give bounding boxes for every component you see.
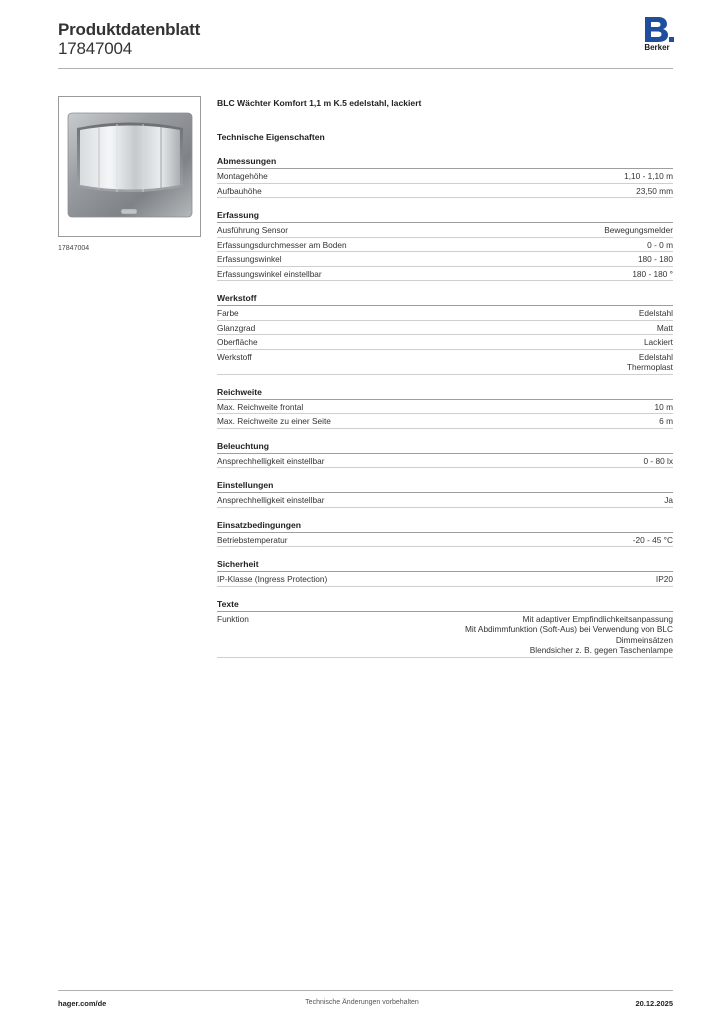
spec-row [217, 612, 673, 658]
spec-value [255, 323, 673, 334]
spec-value-line: 23,50 mm [636, 185, 673, 196]
spec-value-line: Ja [664, 495, 673, 505]
spec-row [217, 306, 673, 321]
spec-section [217, 519, 673, 548]
spec-value-line: 10 m [654, 401, 673, 412]
spec-value-line: 6 m [659, 416, 673, 426]
spec-value [324, 495, 673, 506]
article-number: 17847004 [58, 39, 133, 58]
spec-label: Oberfläche [217, 337, 258, 347]
spec-value [252, 352, 673, 373]
spec-value [324, 456, 673, 467]
spec-value [268, 171, 673, 182]
section-title: Sicherheit [217, 558, 673, 572]
spec-row [217, 252, 673, 267]
spec-label: Erfassungsdurchmesser am Boden [217, 239, 347, 250]
footer-notice: Technische Änderungen vorbehalten [305, 999, 419, 1006]
spec-value-line: 180 - 180 ° [632, 268, 673, 279]
spec-label: Montagehöhe [217, 171, 268, 181]
spec-row [217, 184, 673, 199]
spec-row [217, 533, 673, 548]
spec-row [217, 238, 673, 253]
spec-value-line: Mit Abdimmfunktion (Soft-Aus) bei Verwendung von BLC [465, 624, 673, 634]
spec-label: Glanzgrad [217, 322, 256, 333]
spec-value-line: 180 - 180 [637, 254, 673, 264]
section-title: Reichweite [217, 386, 673, 400]
spec-value [303, 402, 673, 413]
spec-section [217, 598, 673, 658]
spec-value-line: Thermoplast [626, 362, 673, 372]
image-caption: 17847004 [58, 245, 90, 252]
footer-date: 20.12.2025 [635, 999, 673, 1008]
spec-row [217, 335, 673, 350]
technical-properties-heading: Technische Eigenschaften [217, 132, 325, 142]
specification-panel [217, 96, 673, 658]
spec-value-line: 0 - 0 m [647, 239, 673, 250]
spec-value-line: IP20 [655, 574, 673, 584]
section-title: Texte [217, 598, 673, 612]
spec-value-line: Edelstahl [638, 351, 673, 362]
spec-section [217, 155, 673, 198]
spec-label: Max. Reichweite zu einer Seite [217, 416, 331, 426]
spec-value-line: -20 - 45 °C [632, 534, 673, 545]
spec-value [249, 614, 673, 656]
spec-label: Erfassungswinkel [217, 254, 282, 264]
spec-value-line: Mit adaptiver Empfindlichkeitsanpassung [522, 613, 673, 624]
section-title: Beleuchtung [217, 440, 673, 454]
spec-value [322, 269, 673, 280]
berker-logo-mark [640, 16, 674, 43]
spec-row [217, 350, 673, 375]
spec-row [217, 267, 673, 282]
spec-label: Aufbauhöhe [217, 185, 262, 196]
spec-label: Max. Reichweite frontal [217, 401, 304, 412]
motion-detector-image [59, 97, 200, 236]
spec-section [217, 292, 673, 375]
spec-row [217, 169, 673, 184]
spec-label: Erfassungswinkel einstellbar [217, 268, 322, 279]
spec-label: Ausführung Sensor [217, 225, 289, 235]
header-divider [58, 68, 673, 69]
spec-value-line: 0 - 80 lx [643, 455, 673, 466]
spec-value-line: Matt [656, 322, 673, 333]
spec-value [282, 254, 673, 265]
spec-value [288, 535, 673, 546]
spec-label: Ansprechhelligkeit einstellbar [217, 495, 325, 505]
spec-value [347, 240, 673, 251]
spec-label: Farbe [217, 308, 239, 318]
berker-logo [640, 16, 674, 54]
spec-section [217, 440, 673, 469]
spec-row [217, 223, 673, 238]
spec-label: Funktion [217, 613, 249, 624]
section-title: Werkstoff [217, 292, 673, 306]
spec-label: IP-Klasse (Ingress Protection) [217, 574, 328, 584]
section-title: Erfassung [217, 209, 673, 223]
spec-value-line: Dimmeinsätzen [615, 634, 673, 645]
spec-value-line: Blendsicher z. B. gegen Taschenlampe [529, 645, 673, 655]
spec-sections [217, 155, 673, 658]
page-title: Produktdatenblatt [58, 20, 201, 39]
spec-value [288, 225, 673, 236]
section-title: Einsatzbedingungen [217, 519, 673, 533]
spec-value [262, 186, 673, 197]
footer-divider [58, 990, 673, 991]
spec-row [217, 493, 673, 508]
spec-row [217, 414, 673, 429]
spec-value [239, 308, 673, 319]
spec-value-line: 1,10 - 1,10 m [624, 171, 673, 181]
spec-value [258, 337, 673, 348]
spec-row [217, 454, 673, 469]
product-image [58, 96, 201, 237]
spec-section [217, 479, 673, 508]
spec-section [217, 558, 673, 587]
spec-label: Werkstoff [217, 351, 252, 362]
spec-value-line: Lackiert [643, 337, 673, 347]
spec-value [331, 416, 673, 427]
spec-row [217, 400, 673, 415]
spec-value-line: Edelstahl [638, 308, 673, 318]
section-title: Abmessungen [217, 155, 673, 169]
spec-value-line: Bewegungsmelder [604, 225, 673, 235]
spec-section [217, 209, 673, 281]
product-name: BLC Wächter Komfort 1,1 m K.5 edelstahl, lackiert [217, 98, 422, 108]
spec-row [217, 572, 673, 587]
spec-section [217, 386, 673, 429]
logo-wordmark: Berker [644, 43, 670, 52]
footer-website: hager.com/de [58, 999, 107, 1008]
spec-row [217, 321, 673, 336]
spec-value [327, 574, 673, 585]
spec-label: Betriebstemperatur [217, 534, 288, 545]
spec-label: Ansprechhelligkeit einstellbar [217, 455, 325, 466]
section-title: Einstellungen [217, 479, 673, 493]
